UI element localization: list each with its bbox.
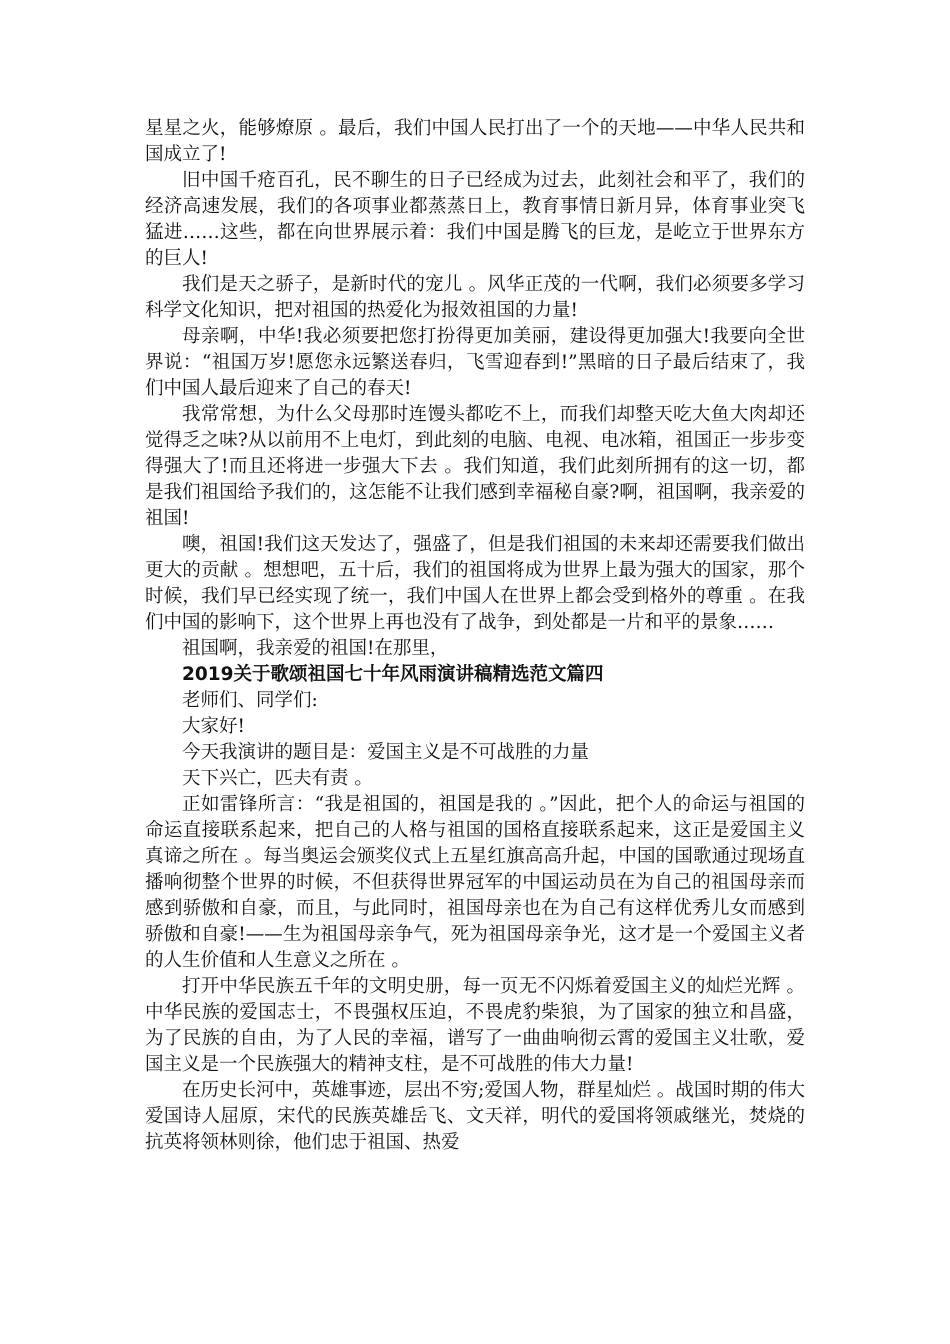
paragraph: 旧中国千疮百孔，民不聊生的日子已经成为过去，此刻社会和平了，我们的经济高速发展，我们的各项事业都蒸蒸日上，教育事情日新月异，体育事业突飞猛进……这些，都在向世界展示着：我们中国是腾飞的巨龙，是屹立于世界东方的巨人!	[145, 170, 805, 269]
paragraph: 星星之火，能够燎原 。最后，我们中国人民打出了一个的天地——中华人民共和国成立了!	[145, 118, 805, 165]
paragraph: 我常常想，为什么父母那时连馒头都吃不上，而我们却整天吃大鱼大肉却还觉得乏之味?从以前用不上电灯，到此刻的电脑、电视、电冰箱，祖国正一步步变得强大了!而且还将进一步强大下去 。我们知道，我们此刻所拥有的这一切，都是我们祖国给予我们的，这怎能不让我们感到幸福秘自豪?啊，祖国啊，我亲爱的祖国!	[145, 404, 805, 529]
paragraph: 打开中华民族五千年的文明史册，每一页无不闪烁着爱国主义的灿烂光辉 。中华民族的爱国志士，不畏强权压迫，不畏虎豹柴狼，为了国家的独立和昌盛，为了民族的自由，为了人民的幸福，谱写了一曲曲响彻云霄的爱国主义壮歌，爱国主义是一个民族强大的精神支柱，是不可战胜的伟大力量!	[145, 976, 805, 1075]
paragraph: 噢，祖国!我们这天发达了，强盛了，但是我们祖国的未来却还需要我们做出更大的贡献 。想想吧，五十后，我们的祖国将成为世界上最为强大的国家，那个时候，我们早已经实现了统一，我们中国人在世界上都会受到格外的尊重 。在我们中国的影响下，这个世界上再也没有了战争，到处都是一片和平的景象……	[145, 534, 805, 633]
paragraph: 母亲啊，中华!我必须要把您打扮得更加美丽，建设得更加强大!我要向全世界说：“祖国万岁!愿您永远繁送春归，飞雪迎春到!”黑暗的日子最后结束了，我们中国人最后迎来了自己的春天!	[145, 326, 805, 399]
paragraph: 天下兴亡，匹夫有责 。	[182, 768, 373, 789]
section-heading: 2019关于歌颂祖国七十年风雨演讲稿精选范文篇四	[182, 664, 604, 685]
paragraph: 今天我演讲的题目是：爱国主义是不可战胜的力量	[182, 742, 590, 763]
paragraph: 我们是天之骄子，是新时代的宠儿 。风华正茂的一代啊，我们必须要多学习科学文化知识，把对祖国的热爱化为报效祖国的力量!	[145, 274, 805, 321]
document-page	[145, 116, 805, 1156]
paragraph: 正如雷锋所言：“我是祖国的，祖国是我的 。”因此，把个人的命运与祖国的命运直接联系起来，把自己的人格与祖国的国格直接联系起来，这正是爱国主义真谛之所在 。每当奥运会颁奖仪式上五星红旗高高升起，中国的国歌通过现场直播响彻整个世界的时候，不但获得世界冠军的中国运动员在为自己的祖国母亲而感到骄傲和自豪，而且，与此同时，祖国母亲也在为自己有这样优秀儿女而感到骄傲和自豪!——生为祖国母亲争气，死为祖国母亲争光，这才是一个爱国主义者的人生价值和人生意义之所在 。	[145, 794, 805, 971]
paragraph: 老师们、同学们:	[182, 690, 318, 711]
paragraph: 大家好!	[182, 716, 245, 737]
paragraph: 在历史长河中，英雄事迹，层出不穷;爱国人物，群星灿烂 。战国时期的伟大爱国诗人屈原，宋代的民族英雄岳飞、文天祥，明代的爱国将领戚继光，焚烧的抗英将领林则徐，他们忠于祖国、热爱	[145, 1080, 805, 1153]
paragraph: 祖国啊，我亲爱的祖国!在那里，	[182, 638, 449, 659]
